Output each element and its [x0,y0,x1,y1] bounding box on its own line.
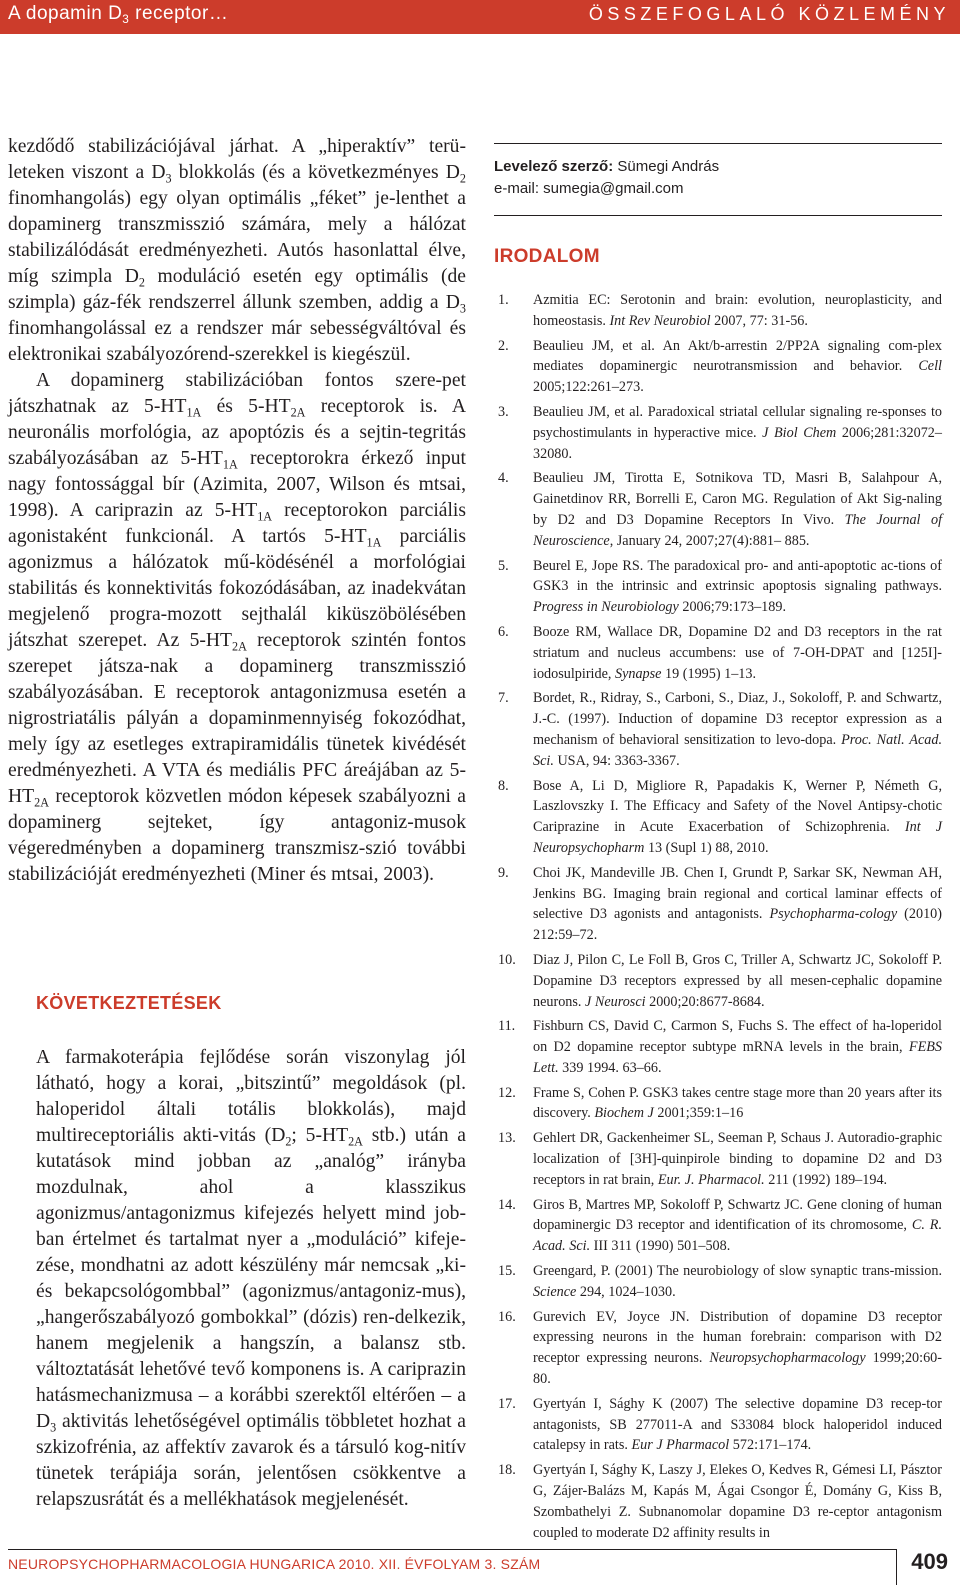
conclusion-heading: KÖVETKEZTETÉSEK [36,993,222,1013]
reference-tail: 572:171–174. [729,1437,812,1454]
reference-number: 4. [498,470,509,487]
reference-item [494,1195,942,1257]
correspondence-label: Levelező szerző: [494,158,614,175]
reference-number: 17. [498,1395,516,1412]
reference-item [494,468,942,551]
reference-number: 9. [498,864,509,881]
reference-journal: C. R. Acad. Sci. [533,1217,942,1255]
reference-number: 8. [498,777,509,794]
reference-number: 11. [498,1018,516,1035]
author-email[interactable]: e-mail: sumegia@gmail.com [494,180,684,197]
reference-journal: Cell [918,358,942,375]
reference-tail: 2006;79:173–189. [678,599,787,616]
reference-text: Gurevich EV, Joyce JN. Distribution of dopamine D3 receptor expressing neurons in the human forebrain: comparison with D2 receptor expressing neurons. [533,1308,942,1367]
reference-text: Azmitia EC: Serotonin and brain: evolution, neuroplasticity, and homeostasis. [533,292,942,329]
reference-journal: J Neurosci [585,993,646,1010]
reference-journal: Progress in Neurobiology [533,599,679,616]
reference-number: 12. [498,1084,516,1101]
reference-item [494,402,942,464]
reference-journal: Science [533,1283,577,1300]
divider [494,143,942,144]
footer-rule [8,1549,896,1550]
reference-text: Giros B, Martres MP, Sokoloff P, Schwartz JC. Gene cloning of human dopaminergic D3 receptor and identification of its chromosome, [533,1196,942,1234]
paragraph-2: A dopaminerg stabilizációban fontos szere-pet játszhatnak az $5-HT_{1A}$ és $5-HT_{2A}$ receptorok is. A neuronális morfológia, az apoptózis és a sejtin-tegritás szabályozásában az $5-HT_{1A}$ receptorokra érkező input nagy fontossággal bír (Azimita, 2007, Wilson és mtsai, 1998). A cariprazin az $5-HT_{1A}$ receptorokon parciális agonistaként funkcionál. A tartós $5-HT_{1A}$ parciális agonizmus a hálózatok mű-ködésénél a morfológiai stabilitás és konnektivitás fokozódásában, az inadekvátan megjelenő progra-mozott sejthalál kiküszöbölésében játszhat szerepet. Az $5-HT_{2A}$ receptorok szintén fontos szerepet játsza-nak a dopaminerg transzmisszió szabályozásában. E receptorok antagonizmusa esetén a nigrostriatális pályán a dopaminmennyiség fokozódhat, mely így az esetleges extrapiramidális tünetek kivédését eredményezheti. A VTA és mediális PFC áreájában az $5-HT_{2A}$ receptorok közvetlen módon képesek szabályozni a dopaminerg sejteket, így antagoniz-musok végeredményben a dopaminerg transzmisz-szió további stabilizációját eredményezheti (Miner és mtsai, 2003). [8,370,467,885]
reference-item [494,1307,942,1390]
reference-item [494,556,942,618]
reference-item [494,863,942,946]
reference-number: 14. [498,1196,516,1213]
reference-number: 15. [498,1263,516,1280]
reference-item [494,290,942,332]
page-number: 409 [911,1549,948,1574]
reference-text: Frame S, Cohen P. GSK3 takes centre stage more than 20 years after its discovery. [533,1084,942,1122]
reference-tail: 339 1994. 63–66. [558,1059,662,1076]
reference-item [494,1128,942,1190]
conclusion-section [36,1045,466,1513]
reference-item [494,1261,942,1303]
reference-number: 2. [498,337,509,354]
reference-journal: Psychopharma-cology [769,906,898,923]
reference-item [494,688,942,771]
reference-text: Beaulieu JM, et al. Paradoxical striatal cellular signaling re-sponses to psychostimulants in hyperactive mice. [533,403,942,441]
reference-text: Diaz J, Pilon C, Le Foll B, Gros C, Triller A, Schwartz JC, Sokoloff P. Dopamine D3 receptors expressed by all mesen-cephalic dopamine neurons. [533,951,942,1010]
reference-item [494,1083,942,1125]
divider [494,215,942,216]
reference-item [494,1460,942,1543]
reference-text: Gehlert DR, Gackenheimer SL, Seeman P, Schaus J. Autoradio-graphic localization of [3H]-quinpirole binding to dopamine D2 and D3 receptors in rat brain, [533,1130,942,1188]
reference-number: 13. [498,1130,516,1147]
page-number-bar [896,1549,897,1585]
reference-journal: Proc. Natl. Acad. Sci. [533,731,942,769]
reference-item [494,336,942,398]
reference-text: Bose A, Li D, Migliore R, Papadakis K, Werner P, Németh G, Laszlovszky I. The Efficacy and Safety of the Novel Antipsy-chotic Cariprazine in Acute Exacerbation of Schizophrenia. [533,777,942,836]
reference-number: 1. [498,292,509,308]
reference-text: Beaulieu JM, Tirotta E, Sotnikova TD, Masri B, Salahpour A, Gainetdinov RR, Borrelli E, Caron MG. Regulation of Akt Sig-naling by D2 and D3 Dopamine Receptors In Vivo. [533,470,942,528]
reference-journal: Eur. J. Pharmacol. [657,1171,765,1188]
reference-text: Fishburn CS, David C, Carmon S, Fuchs S. The effect of ha-loperidol on D2 dopamine receptor subtype mRNA levels in the brain, [533,1018,942,1056]
reference-tail: 2005;122:261–273. [533,379,644,396]
reference-tail: 2006;281:32072–32080. [533,424,942,462]
conclusion-paragraph: A farmakoterápia fejlődése során viszonylag jól látható, hogy a korai, „bitszintű” megoldások (pl. haloperidol általi totális blokkolás), majd multireceptoriális akti-vitás ($D_2$; $5-HT_{2A}$ stb.) után a kutatások mind jobban az „analóg” irányba mozdulnak, ahol a klasszikus agonizmus/antagonizmus kifejezés helyett mind job-ban értelmet és tartalmat nyer a „moduláció” kifeje-zése, mondhatni az adott készülény már nemcsak „ki- és bekapcsológombbal” (agonizmus/antagoniz-mus), „hangerőszabályozó gombokkal” (dózis) ren-delkezik, hanem megjelenik a hangszín, a balansz stb. változtatását lehetővé tevő komponens is. A cariprazin hatásmechanizmusa – a korábbi szerektől eltérően – a $D_3$ aktivitás lehetőségével optimális többletet hozhat a szkizofrénia, az affektív zavarok és a társuló kog-nitív tünetek terápiája során, jelentősen csökkentve a relapszusrátát és a mellékhatások megjelenését. [36,1047,466,1510]
reference-tail: USA, 94: 3363-3367. [553,752,680,769]
reference-text: Choi JK, Mandeville JB. Chen I, Grundt P, Sarkar SK, Newman AH, Jenkins BG. Imaging brain regional and cortical laminar effects of selective D3 agonists and antagonists. [533,864,942,923]
reference-list [494,290,942,1547]
reference-tail: 19 (1995) 1–13. [661,665,757,682]
reference-text: Gyertyán I, Sághy K, Laszy J, Elekes O, Kedves R, Gémesi LI, Pásztor G, Zájer-Balázs M, Kapás M, Ágai Csongor É, Domány G, Kiss B, Szombathelyi Z. Subnanomolar dopamine D3 re-ceptor antagonism coupled to moderate D2 affinity results in [533,1462,942,1541]
reference-item [494,950,942,1012]
reference-tail: 2001;359:1–16 [653,1105,744,1122]
reference-tail: 294, 1024–1030. [576,1283,676,1300]
reference-tail: III 311 (1990) 501–508. [590,1238,731,1255]
reference-tail: 1999;20:60-80. [533,1350,942,1388]
reference-text: Bordet, R., Ridray, S., Carboni, S., Diaz, J., Sokoloff, P. and Schwartz, J.-C. (1997). Induction of dopamine D3 receptor expression as a mechanism of behavioral sensitization to levo-dopa. [533,690,942,748]
reference-number: 18. [498,1462,516,1479]
reference-text: Beaulieu JM, et al. An Akt/b-arrestin 2/PP2A signaling com-plex mediates dopaminergic neurotransmission and behavior. [533,337,942,375]
reference-number: 10. [498,951,516,968]
reference-number: 5. [498,557,509,574]
paragraph-1: kezdődő stabilizációjával járhat. A „hiperaktív” terü- leteken viszont a $D_3$ blokkolás (és a következményes $D_2$ finomhangolás) egy olyan optimális „féket” je-lenthet a dopaminerg transzmisszió számára, mely a hálózat stabilizálódását eredményezheti. Autós hasonlattal élve, míg szimpla $D_2$ moduláció esetén egy optimális (de szimpla) gáz-fék rendszerrel állunk szemben, addig a $D_3$ finomhangolással ez a rendszer már sebességváltóval és elektronikai szabályozórend-szerekkel is kiegészül. [8,136,466,365]
running-title: A dopamin $D_3$ receptor… [8,3,229,27]
reference-text: Greengard, P. (2001) The neurobiology of slow synaptic trans-mission. [533,1263,942,1280]
reference-journal: J Biol Chem [762,424,837,441]
reference-text: Gyertyán I, Sághy K (2007) The selective dopamine D3 recep-tor antagonists, SB 277011-A and S33084 block haloperidol induced catalepsy in rats. [533,1395,942,1454]
reference-journal: Eur J Pharmacol [631,1437,730,1454]
journal-title: NEUROPSYCHOPHARMACOLOGIA HUNGARICA 2010. XII. ÉVFOLYAM 3. SZÁM [8,1556,541,1572]
reference-tail: , January 24, 2007;27(4):881– 885. [609,532,810,549]
reference-item [494,622,942,684]
reference-journal: The Journal of Neuroscience [533,511,943,549]
author-name: Sümegi András [613,158,720,175]
reference-journal: Int Rev Neurobiol [609,312,711,329]
left-column [8,134,466,888]
running-header [0,0,960,34]
article-type: ÖSSZEFOGLALÓ KÖZLEMÉNY [588,4,950,24]
reference-journal: Int J Neuropsychopharm [533,819,942,856]
reference-tail: 211 (1992) 189–194. [764,1171,888,1188]
reference-text: Beurel E, Jope RS. The paradoxical pro- and anti-apoptotic ac-tions of GSK3 in the intrinsic and extrinsic apoptosis signaling pathways. [533,557,942,595]
reference-tail: 2007, 77: 31-56. [710,312,808,329]
reference-item [494,1016,942,1078]
reference-journal: Biochem J [594,1105,654,1122]
reference-number: 16. [498,1308,516,1325]
reference-tail: 13 (Supl 1) 88, 2010. [644,839,769,856]
reference-tail: (2010) 212:59–72. [533,906,942,944]
reference-number: 6. [498,623,509,640]
reference-tail: 2000;20:8677-8684. [645,993,765,1010]
reference-number: 7. [498,690,509,707]
reference-number: 3. [498,403,509,420]
correspondence-block [494,156,719,200]
reference-journal: Synapse [614,665,662,682]
references-heading: IRODALOM [494,246,600,267]
reference-item [494,776,942,859]
reference-journal: FEBS Lett. [533,1039,942,1076]
reference-text: Booze RM, Wallace DR, Dopamine D2 and D3 receptors in the rat striatum and nucleus accumbens: use of 7-OH-DPAT and [125I]-iodosulpiride, [533,623,942,682]
reference-item [494,1394,942,1456]
reference-journal: Neuropsychopharmacology [709,1350,866,1367]
